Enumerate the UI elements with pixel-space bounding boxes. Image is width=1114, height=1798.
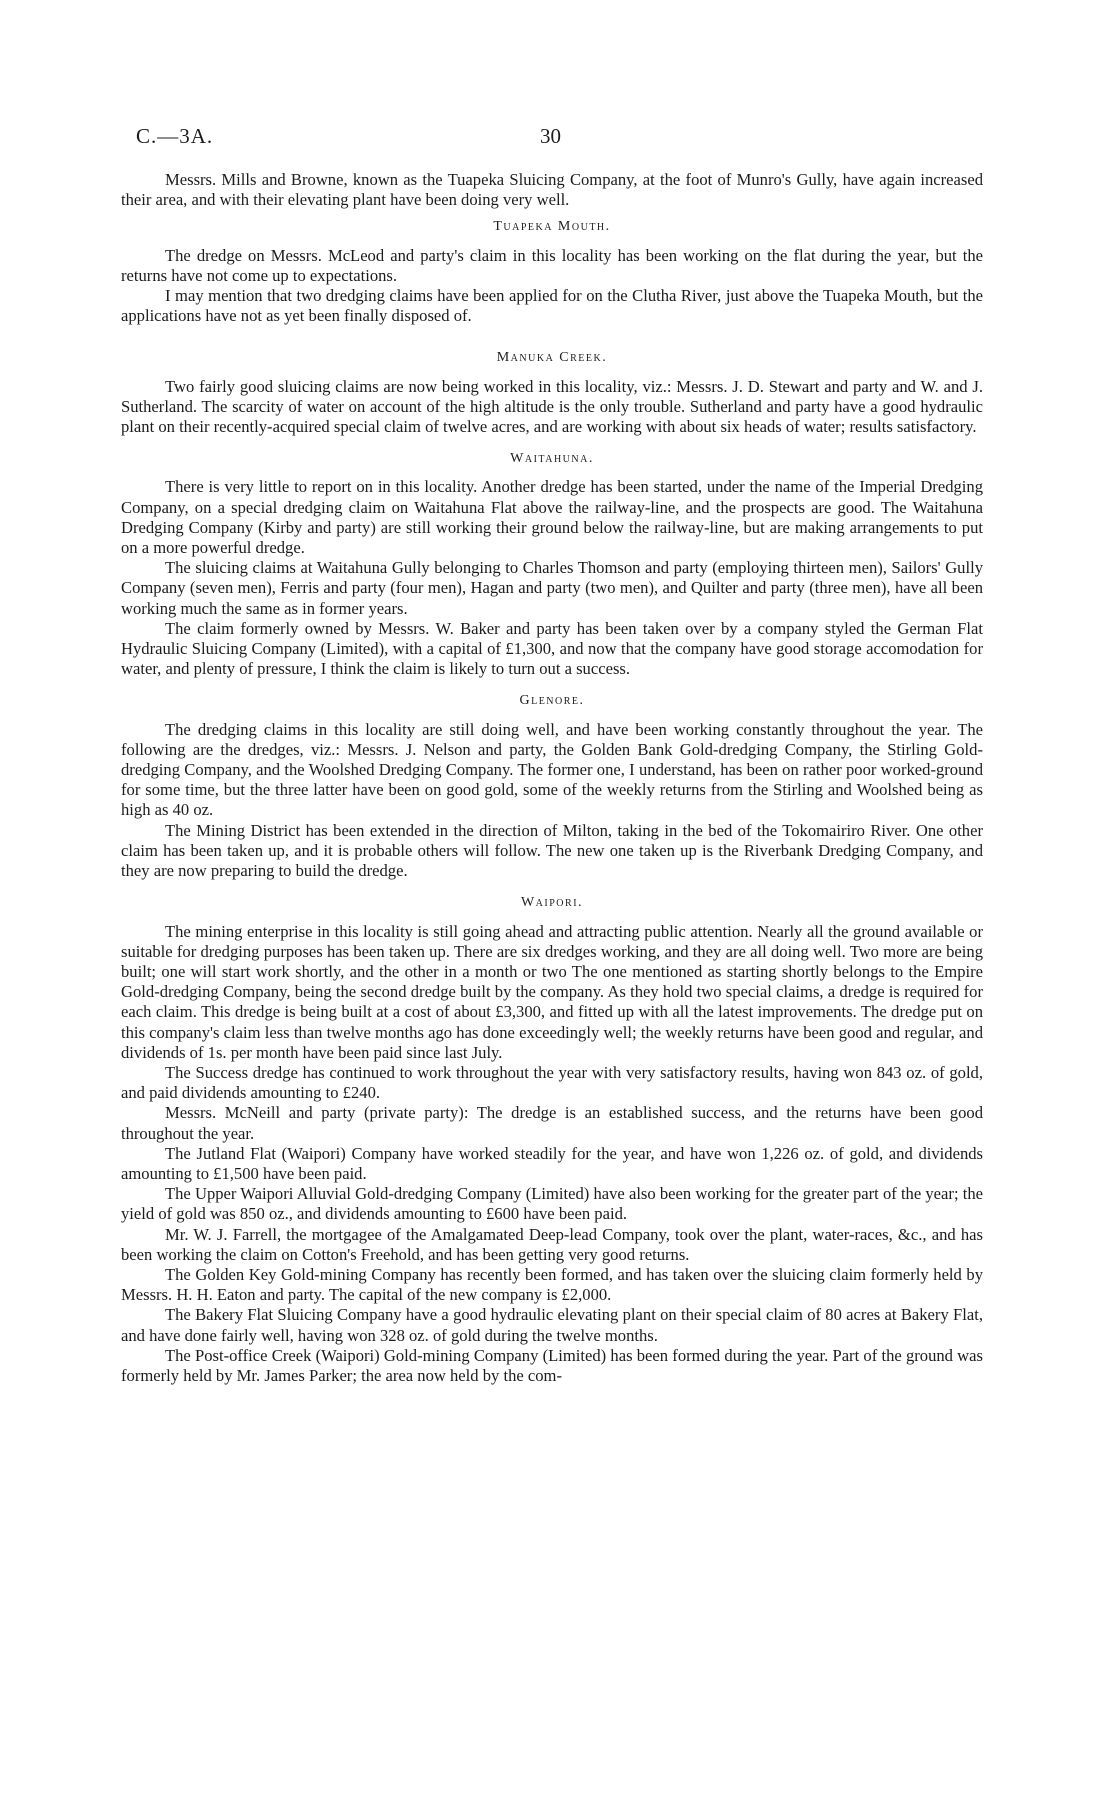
- paragraph: The claim formerly owned by Messrs. W. Baker and party has been taken over by a company styled the German Flat Hydraulic Sluicing Company (Limited), with a capital of £1,300, and now that the company have good storage accomodation for water, and plenty of pressure, I think the claim is likely to turn out a success.: [121, 618, 983, 679]
- section-heading: Waipori.: [520, 895, 584, 911]
- paragraph: The Post-office Creek (Waipori) Gold-mining Company (Limited) has been formed during the year. Part of the ground was formerly held by Mr. James Parker; the area now held by the com-: [121, 1345, 983, 1385]
- paragraph: Messrs. McNeill and party (private party): The dredge is an established success, and the returns have been good throughout the year.: [121, 1103, 983, 1143]
- section-heading: Manuka Creek.: [496, 350, 608, 366]
- page-number: 30: [540, 124, 561, 148]
- paragraph: Two fairly good sluicing claims are now being worked in this locality, viz.: Messrs. J. D. Stewart and party and W. and J. Sutherland. The scarcity of water on account of the high altitude is the only trouble. Sutherland and party have a good hydraulic plant on their recently-acquired special claim of twelve acres, and are working with about six heads of water; results satisfactory.: [121, 376, 983, 437]
- paragraph: The Success dredge has continued to work throughout the year with very satisfactory results, having won 843 oz. of gold, and paid dividends amounting to £240.: [121, 1062, 983, 1103]
- document-reference: C.—3A.: [136, 124, 214, 148]
- paragraph: The dredge on Messrs. McLeod and party's claim in this locality has been working on the flat during the year, but the returns have not come up to expectations.: [121, 245, 983, 285]
- section-heading: Glenore.: [519, 693, 585, 709]
- paragraph: The Bakery Flat Sluicing Company have a good hydraulic elevating plant on their special claim of 80 acres at Bakery Flat, and have done fairly well, having won 328 oz. of gold during the twelve months.: [121, 1305, 983, 1345]
- paragraph: The mining enterprise in this locality is still going ahead and attracting public attention. Nearly all the ground available or suitable for dredging purposes has been taken up. There are six dredges working, and they are all doing well. Two more are being built; one will start work shortly, and the other in a month or two The one mentioned as starting shortly belongs to the Empire Gold-dredging Company, being the second dredge built by the company. As they hold two special claims, a dredge is required for each claim. This dredge is being built at a cost of about £3,300, and fitted up with all the latest improvements. The dredge put on this company's claim less than twelve months ago has done exceedingly well; the weekly returns have been good and regular, and dividends of 1s. per month have been paid since last July.: [121, 921, 983, 1062]
- paragraph: There is very little to report on in this locality. Another dredge has been started, under the name of the Imperial Dredging Company, on a special dredging claim on Waitahuna Flat above the railway-line, and the prospects are good. The Waitahuna Dredging Company (Kirby and party) are still working their ground below the railway-line, but are making arrangements to put on a more powerful dredge.: [121, 477, 983, 558]
- section-heading: Tuapeka Mouth.: [493, 219, 611, 235]
- paragraph: The Golden Key Gold-mining Company has recently been formed, and has taken over the sluicing claim formerly held by Messrs. H. H. Eaton and party. The capital of the new company is £2,000.: [121, 1264, 983, 1305]
- paragraph: The Mining District has been extended in the direction of Milton, taking in the bed of the Tokomairiro River. One other claim has been taken up, and it is probable others will follow. The new one taken up is the Riverbank Dredging Company, and they are now preparing to build the dredge.: [121, 820, 983, 881]
- section-heading: Waitahuna.: [510, 451, 594, 467]
- paragraph: The dredging claims in this locality are still doing well, and have been working constantly throughout the year. The following are the dredges, viz.: Messrs. J. Nelson and party, the Golden Bank Gold-dredging Company, the Stirling Gold-dredging Company, and the Woolshed Dredging Company. The former one, I understand, has been on rather poor worked-ground for some time, but the three latter have been on good gold, some of the weekly returns from the Stirling and Woolshed being as high as 40 oz.: [121, 719, 983, 820]
- paragraph: Messrs. Mills and Browne, known as the Tuapeka Sluicing Company, at the foot of Munro's Gully, have again increased their area, and with their elevating plant have been doing very well.: [121, 170, 983, 210]
- report-body: [121, 170, 983, 1386]
- paragraph: The sluicing claims at Waitahuna Gully belonging to Charles Thomson and party (employing thirteen men), Sailors' Gully Company (seven men), Ferris and party (four men), Hagan and party (two men), and Quilter and party (three men), have all been working much the same as in former years.: [121, 558, 983, 618]
- paragraph: I may mention that two dredging claims have been applied for on the Clutha River, just above the Tuapeka Mouth, but the applications have not as yet been finally disposed of.: [121, 286, 983, 326]
- paragraph: The Jutland Flat (Waipori) Company have worked steadily for the year, and have won 1,226 oz. of gold, and dividends amounting to £1,500 have been paid.: [121, 1143, 983, 1183]
- paragraph: The Upper Waipori Alluvial Gold-dredging Company (Limited) have also been working for the greater part of the year; the yield of gold was 850 oz., and dividends amounting to £600 have been paid.: [121, 1184, 983, 1224]
- paragraph: Mr. W. J. Farrell, the mortgagee of the Amalgamated Deep-lead Company, took over the plant, water-races, &c., and has been working the claim on Cotton's Freehold, and has been getting very good returns.: [121, 1224, 983, 1264]
